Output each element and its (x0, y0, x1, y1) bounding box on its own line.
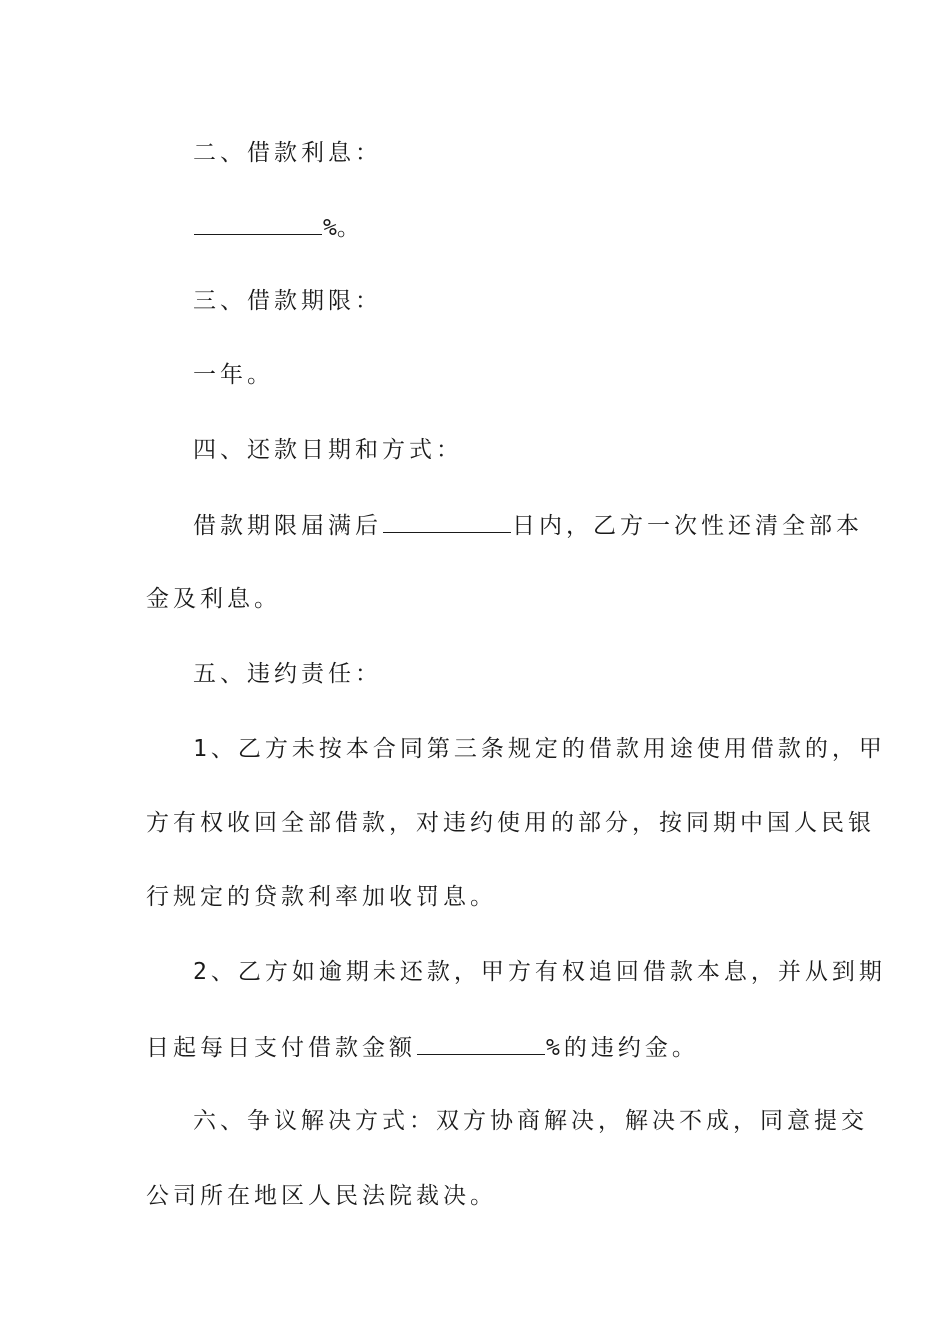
section-4-line-2 (146, 584, 810, 614)
repayment-text-cont: 金及利息。 (146, 586, 281, 612)
repayment-text-post: 日内，乙方一次性还清全部本 (512, 513, 863, 539)
breach-item-1-text-cont: 方有权收回全部借款，对违约使用的部分，按同期中国人民银 (146, 810, 875, 836)
section-5-heading-text: 五、违约责任： (193, 661, 382, 687)
section-5-item-1-line-3 (146, 882, 810, 912)
breach-item-1-text-end: 行规定的贷款利率加收罚息。 (146, 884, 497, 910)
section-5-item-1-line-1 (146, 734, 886, 764)
repayment-text-pre: 借款期限届满后 (193, 513, 382, 539)
section-5-item-2-line-2 (146, 1032, 810, 1063)
section-4-heading (146, 435, 857, 465)
dispute-text: 六、争议解决方式：双方协商解决，解决不成，同意提交 (193, 1108, 868, 1134)
penalty-rate-blank (417, 1032, 545, 1055)
section-6-line-2 (146, 1181, 810, 1211)
loan-term-text: 一年。 (193, 362, 274, 388)
interest-rate-blank (194, 212, 322, 235)
section-2-heading-text: 二、借款利息： (193, 140, 382, 166)
section-3-value (146, 360, 857, 390)
section-5-item-1-line-2 (146, 808, 875, 838)
section-4-line-1 (146, 510, 863, 541)
breach-item-2-text-pre: 日起每日支付借款金额 (146, 1035, 416, 1061)
breach-item-2-text-post: %的违约金。 (546, 1035, 699, 1061)
section-2-rate-line (146, 212, 857, 243)
section-4-heading-text: 四、还款日期和方式： (193, 437, 463, 463)
section-5-heading (146, 659, 857, 689)
breach-item-1-text: 1、乙方未按本合同第三条规定的借款用途使用借款的，甲 (193, 736, 886, 762)
section-3-heading (146, 286, 857, 316)
repayment-days-blank (383, 510, 511, 533)
breach-item-2-text: 2、乙方如逾期未还款，甲方有权追回借款本息，并从到期 (193, 959, 886, 985)
interest-rate-suffix: %。 (323, 215, 360, 241)
section-3-heading-text: 三、借款期限： (193, 288, 382, 314)
dispute-text-cont: 公司所在地区人民法院裁决。 (146, 1183, 497, 1209)
section-2-heading (146, 138, 857, 168)
section-6-line-1 (146, 1106, 868, 1136)
section-5-item-2-line-1 (146, 957, 886, 987)
